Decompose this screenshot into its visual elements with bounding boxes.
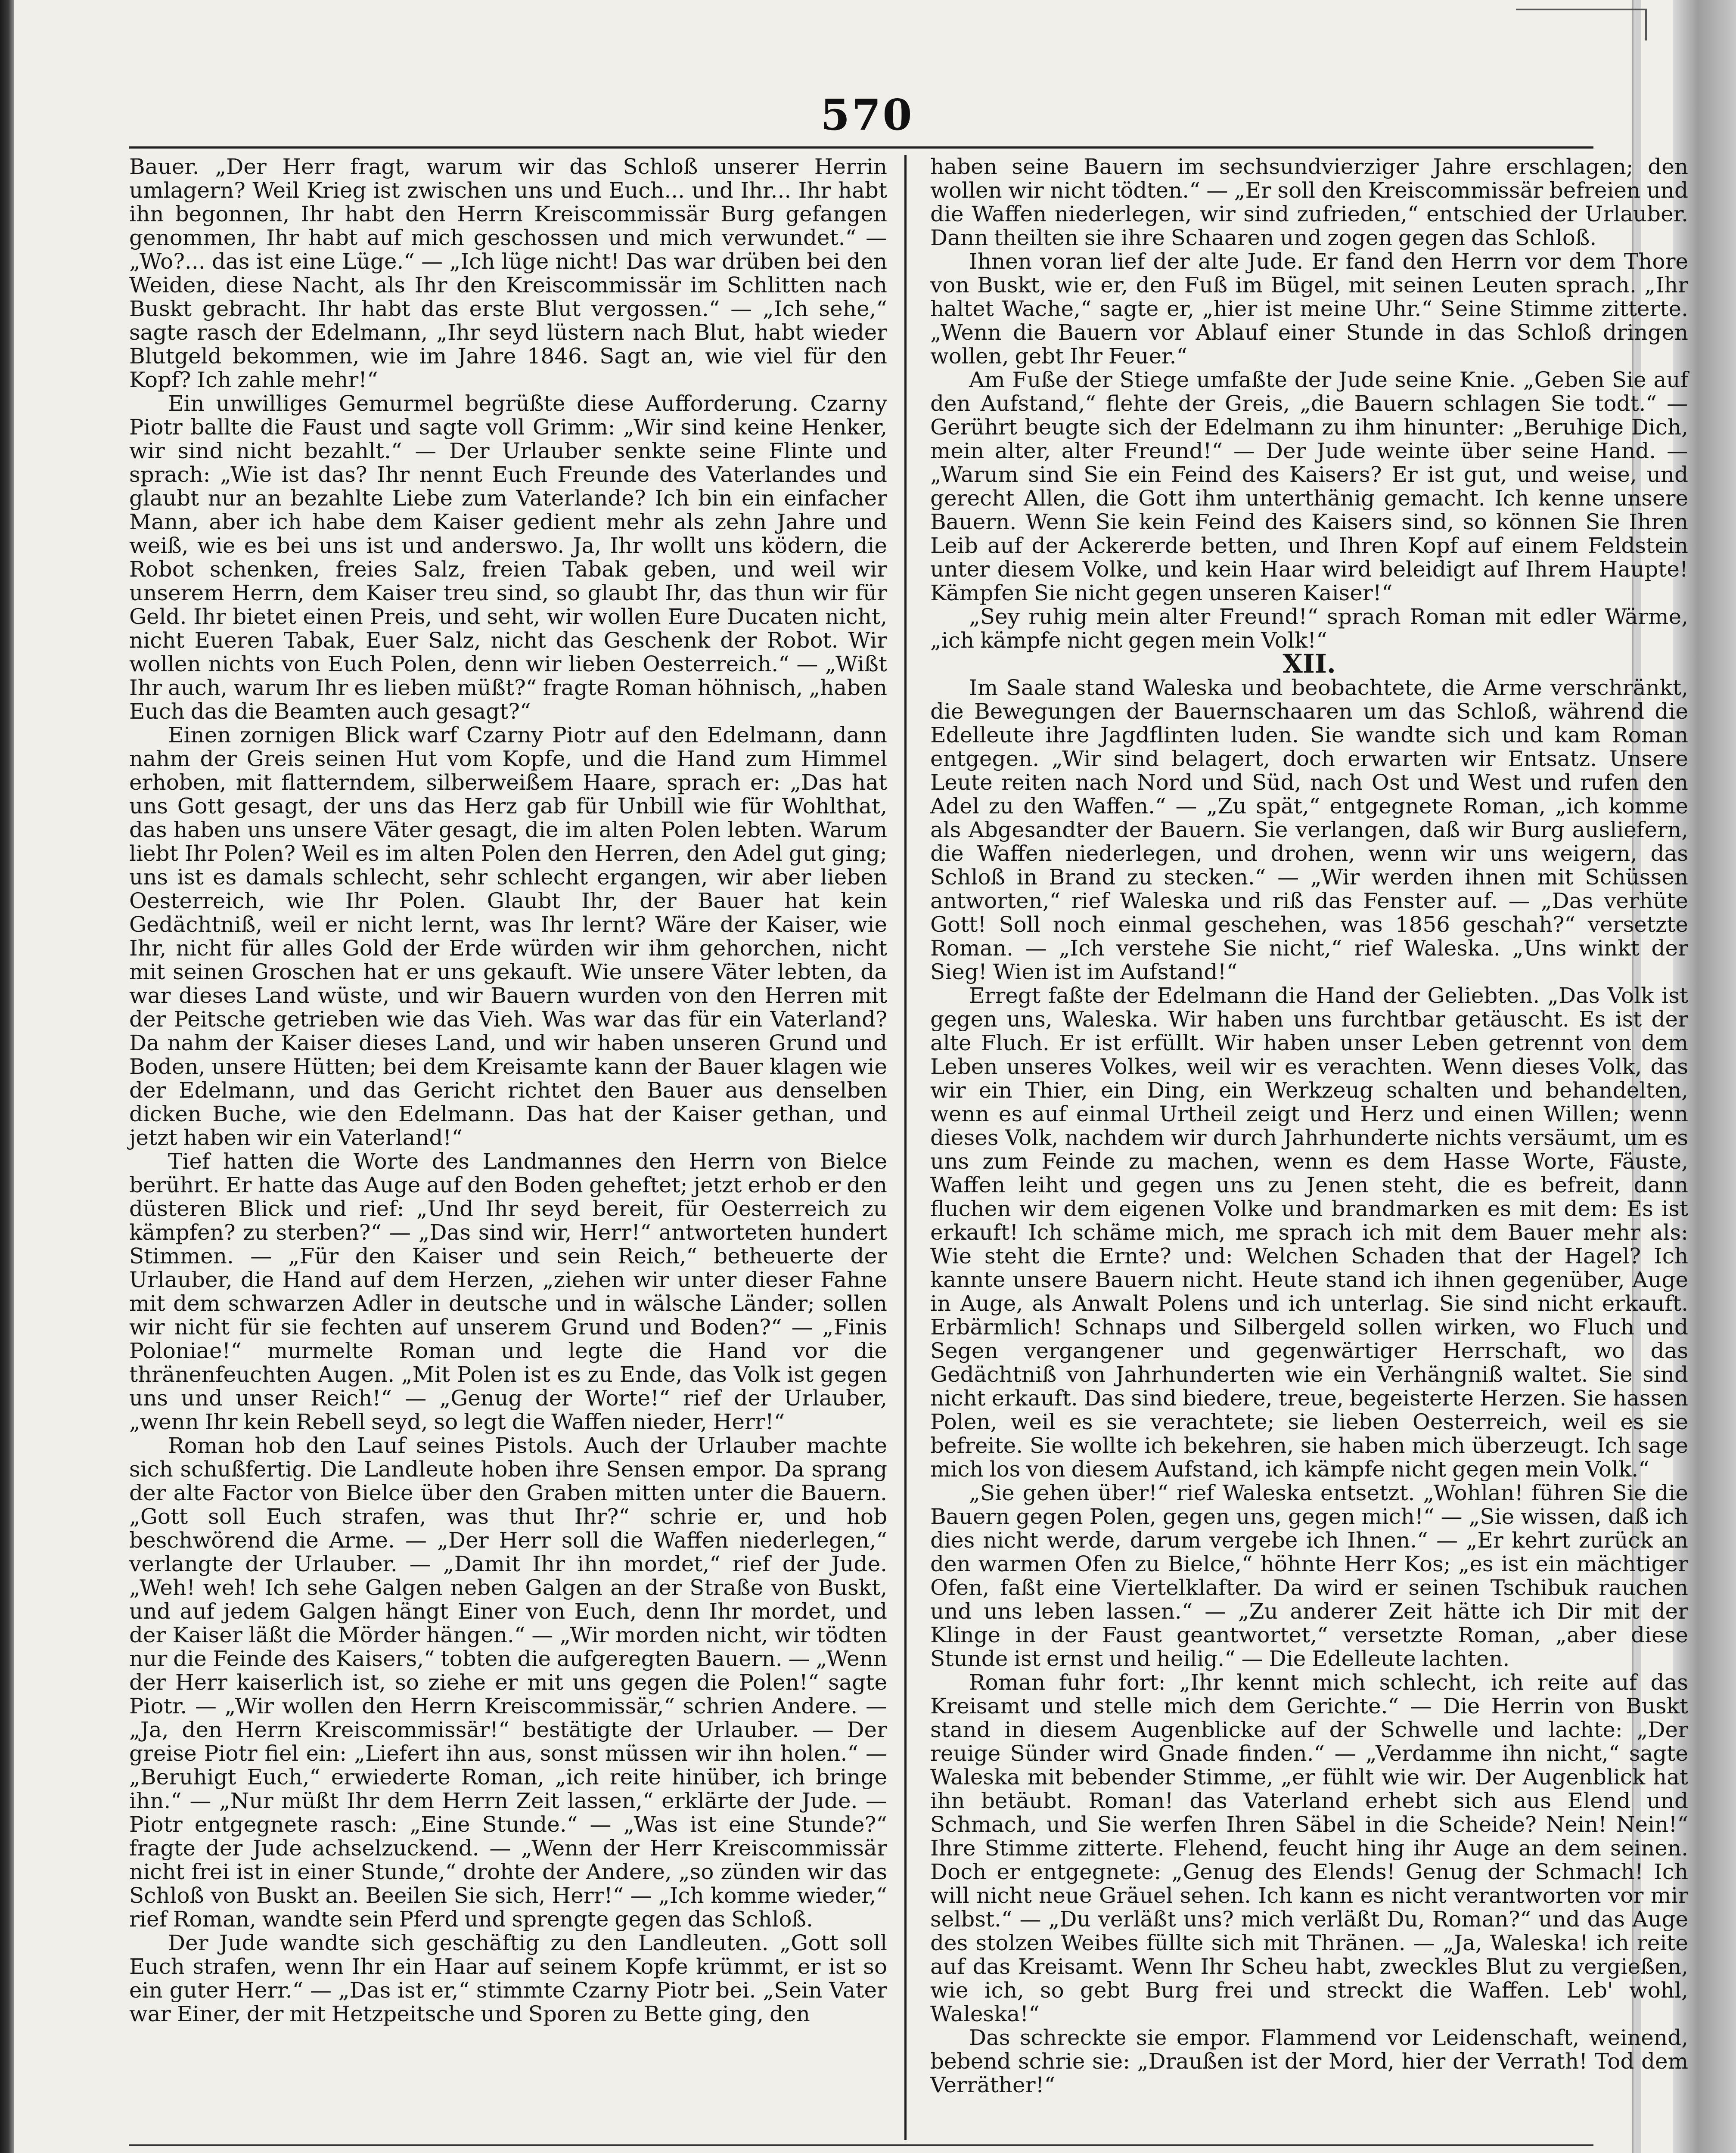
paragraph: haben seine Bauern im sechsundvierziger Jahre erschlagen; den wollen wir nicht tödten.“ — „Er soll den Kreiscommissär befreien und die Waffen niederlegen, wir sind zufrieden,“ entschied der Urlauber. Dann theilten sie ihre Schaaren und zogen gegen das Schloß. xyxy=(930,154,1688,250)
text-column-right xyxy=(930,155,1688,2097)
paragraph: Das schreckte sie empor. Flammend vor Leidenschaft, weinend, bebend schrie sie: „Draußen ist der Mord, hier der Verrath! Tod dem Verräther!“ xyxy=(930,2025,1688,2097)
paragraph: Der Jude wandte sich geschäftig zu den Landleuten. „Gott soll Euch strafen, wenn Ihr ein Haar auf seinem Kopfe krümmt, er ist so ein guter Herr.“ — „Das ist er,“ stimmte Czarny Piotr bei. „Sein Vater war Einer, der mit Hetzpeitsche und Sporen zu Bette ging, den xyxy=(129,1930,887,2026)
scan-edge-left xyxy=(0,0,14,2153)
paragraph: Erregt faßte der Edelmann die Hand der Geliebten. „Das Volk ist gegen uns, Waleska. Wir haben uns furchtbar getäuscht. Es ist der alte Fluch. Er ist erfüllt. Wir haben unser Leben getrennt von dem Leben unseres Volkes, weil wir es verachten. Wenn dieses Volk, das wir ein Thier, ein Ding, ein Werkzeug schalten und behandelten, wenn es auf einmal Urtheil zeigt und Herz und einen Willen; wenn dieses Volk, nachdem wir durch Jahrhunderte nichts versäumt, um es uns zum Feinde zu machen, wenn es dem Hasse Worte, Fäuste, Waffen leiht und gegen uns zu Jenen steht, die es befreit, dann fluchen wir dem eigenen Volke und brandmarken es mit dem: Es ist erkauft! Ich schäme mich, me sprach ich mit dem Bauer mehr als: Wie steht die Ernte? und: Welchen Schaden that der Hagel? Ich kannte unsere Bauern nicht. Heute stand ich ihnen gegenüber, Auge in Auge, als Anwalt Polens und ich unterlag. Sie sind nicht erkauft. Erbärmlich! Schnaps und Silbergeld sollen wirken, wo Fluch und Segen vergangener und gegenwärtiger Herrschaft, wo das Gedächtniß von Jahrhunderten wie ein Verhängniß waltet. Sie sind nicht erkauft. Das sind biedere, treue, begeisterte Herzen. Sie hassen Polen, weil es sie verachtete; sie lieben Oesterreich, weil es sie befreite. Sie wollte ich bekehren, sie haben mich überzeugt. Ich sage mich los von diesem Aufstand, ich kämpfe nicht gegen mein Volk.“ xyxy=(930,983,1688,1482)
paragraph: Bauer. „Der Herr fragt, warum wir das Schloß unserer Herrin umlagern? Weil Krieg ist zwischen uns und Euch... und Ihr... Ihr habt ihn begonnen, Ihr habt den Herrn Kreiscommissär Burg gefangen genommen, Ihr habt auf mich geschossen und mich verwundet.“ — „Wo?... das ist eine Lüge.“ — „Ich lüge nicht! Das war drüben bei den Weiden, diese Nacht, als Ihr den Kreiscommissär im Schlitten nach Buskt gebracht. Ihr habt das erste Blut vergossen.“ — „Ich sehe,“ sagte rasch der Edelmann, „Ihr seyd lüstern nach Blut, habt wieder Blutgeld bekommen, wie im Jahre 1846. Sagt an, wie viel für den Kopf? Ich zahle mehr!“ xyxy=(129,154,887,392)
paragraph: „Sey ruhig mein alter Freund!“ sprach Roman mit edler Wärme, „ich kämpfe nicht gegen mein Volk!“ xyxy=(930,604,1688,653)
header-rule xyxy=(129,146,1593,149)
paragraph: Ihnen voran lief der alte Jude. Er fand den Herrn vor dem Thore von Buskt, wie er, den Fuß im Bügel, mit seinen Leuten sprach. „Ihr haltet Wache,“ sagte er, „hier ist meine Uhr.“ Seine Stimme zitterte. „Wenn die Bauern vor Ablauf einer Stunde in das Schloß dringen wollen, gebt Ihr Feuer.“ xyxy=(930,249,1688,369)
paragraph: Tief hatten die Worte des Landmannes den Herrn von Bielce berührt. Er hatte das Auge auf den Boden geheftet; jetzt erhob er den düsteren Blick und rief: „Und Ihr seyd bereit, für Oesterreich zu kämpfen? zu sterben?“ — „Das sind wir, Herr!“ antworteten hundert Stimmen. — „Für den Kaiser und sein Reich,“ betheuerte der Urlauber, die Hand auf dem Herzen, „ziehen wir unter dieser Fahne mit dem schwarzen Adler in deutsche und in wälsche Länder; sollen wir nicht für sie fechten auf unserem Grund und Boden?“ — „Finis Poloniae!“ murmelte Roman und legte die Hand vor die thränenfeuchten Augen. „Mit Polen ist es zu Ende, das Volk ist gegen uns und unser Reich!“ — „Genug der Worte!“ rief der Urlauber, „wenn Ihr kein Rebell seyd, so legt die Waffen nieder, Herr!“ xyxy=(129,1149,887,1434)
text-column-left xyxy=(129,155,887,2026)
paragraph: „Sie gehen über!“ rief Waleska entsetzt. „Wohlan! führen Sie die Bauern gegen Polen, gegen uns, gegen mich!“ — „Sie wissen, daß ich dies nicht werde, darum vergebe ich Ihnen.“ — „Er kehrt zurück an den warmen Ofen zu Bielce,“ höhnte Herr Kos; „es ist ein mächtiger Ofen, faßt eine Viertelklafter. Da wird er seinen Tschibuk rauchen und uns leben lassen.“ — „Zu anderer Zeit hätte ich Dir mit der Klinge in der Faust geantwortet,“ versetzte Roman, „aber diese Stunde ist ernst und heilig.“ — Die Edelleute lachten. xyxy=(930,1480,1688,1671)
paragraph: Am Fuße der Stiege umfaßte der Jude seine Knie. „Geben Sie auf den Aufstand,“ flehte der Greis, „die Bauern schlagen Sie todt.“ — Gerührt beugte sich der Edelmann zu ihm hinunter: „Beruhige Dich, mein alter, alter Freund!“ — Der Jude weinte über seine Hand. — „Warum sind Sie ein Feind des Kaisers? Er ist gut, und weise, und gerecht Allen, die Gott ihm unterthänig gemacht. Ich kenne unsere Bauern. Wenn Sie kein Feind des Kaisers sind, so können Sie Ihren Leib auf der Ackererde betten, und Ihren Kopf auf einem Feldstein unter diesem Volke, und kein Haar wird beleidigt auf Ihrem Haupte! Kämpfen Sie nicht gegen unseren Kaiser!“ xyxy=(930,367,1688,605)
page-corner-mark xyxy=(1516,9,1647,40)
footer-rule xyxy=(129,2144,1593,2146)
section-heading: XII. xyxy=(1283,649,1336,679)
paragraph: Im Saale stand Waleska und beobachtete, die Arme verschränkt, die Bewegungen der Bauernschaaren um das Schloß, während die Edelleute ihre Jagdflinten luden. Sie wandte sich und kam Roman entgegen. „Wir sind belagert, doch erwarten wir Entsatz. Unsere Leute reiten nach Nord und Süd, nach Ost und West und rufen den Adel zu den Waffen.“ — „Zu spät,“ entgegnete Roman, „ich komme als Abgesandter der Bauern. Sie verlangen, daß wir Burg ausliefern, die Waffen niederlegen, und drohen, wenn wir uns weigern, das Schloß in Brand zu stecken.“ — „Wir werden ihnen mit Schüssen antworten,“ rief Waleska und riß das Fenster auf. — „Das verhüte Gott! Soll noch einmal geschehen, was 1856 geschah?“ versetzte Roman. — „Ich verstehe Sie nicht,“ rief Waleska. „Uns winkt der Sieg! Wien ist im Aufstand!“ xyxy=(930,675,1688,984)
column-divider xyxy=(904,155,907,2140)
paragraph: Roman hob den Lauf seines Pistols. Auch der Urlauber machte sich schußfertig. Die Landleute hoben ihre Sensen empor. Da sprang der alte Factor von Bielce über den Graben mitten unter die Bauern. „Gott soll Euch strafen, was thut Ihr?“ schrie er, und hob beschwörend die Arme. — „Der Herr soll die Waffen niederlegen,“ verlangte der Urlauber. — „Damit Ihr ihn mordet,“ rief der Jude. „Weh! weh! Ich sehe Galgen neben Galgen an der Straße von Buskt, und auf jedem Galgen hängt Einer von Euch, denn Ihr mordet, und der Kaiser läßt die Mörder hängen.“ — „Wir morden nicht, wir tödten nur die Feinde des Kaisers,“ tobten die aufgeregten Bauern. — „Wenn der Herr kaiserlich ist, so ziehe er mit uns gegen die Polen!“ sagte Piotr. — „Wir wollen den Herrn Kreiscommissär,“ schrien Andere. — „Ja, den Herrn Kreiscommissär!“ bestätigte der Urlauber. — Der greise Piotr fiel ein: „Liefert ihn aus, sonst müssen wir ihn holen.“ — „Beruhigt Euch,“ erwiederte Roman, „ich reite hinüber, ich bringe ihn.“ — „Nur müßt Ihr dem Herrn Zeit lassen,“ erklärte der Jude. — Piotr entgegnete rasch: „Eine Stunde.“ — „Was ist eine Stunde?“ fragte der Jude achselzuckend. — „Wenn der Herr Kreiscommissär nicht frei ist in einer Stunde,“ drohte der Andere, „so zünden wir das Schloß von Buskt an. Beeilen Sie sich, Herr!“ — „Ich komme wieder,“ rief Roman, wandte sein Pferd und sprengte gegen das Schloß. xyxy=(129,1433,887,1932)
paragraph: Einen zornigen Blick warf Czarny Piotr auf den Edelmann, dann nahm der Greis seinen Hut vom Kopfe, und die Hand zum Himmel erhoben, mit flatterndem, silberweißem Haare, sprach er: „Das hat uns Gott gesagt, der uns das Herz gab für Unbill wie für Wohlthat, das haben uns unsere Väter gesagt, die im alten Polen lebten. Warum liebt Ihr Polen? Weil es im alten Polen den Herren, den Adel gut ging; uns ist es damals schlecht, sehr schlecht ergangen, wir aber lieben Oesterreich, wie Ihr Polen. Glaubt Ihr, der Bauer hat kein Gedächtniß, weil er nicht lernt, was Ihr lernt? Wäre der Kaiser, wie Ihr, nicht für alles Gold der Erde würden wir ihm gehorchen, nicht mit seinen Groschen hat er uns gekauft. Wie unsere Väter lebten, da war dieses Land wüste, und wir Bauern wurden von den Herren mit der Peitsche getrieben wie das Vieh. Was war das für ein Vaterland? Da nahm der Kaiser dieses Land, und wir haben unseren Grund und Boden, unsere Hütten; bei dem Kreisamte kann der Bauer klagen wie der Edelmann, und das Gericht richtet den Bauer aus denselben dicken Buche, wie den Edelmann. Das hat der Kaiser gethan, und jetzt haben wir ein Vaterland!“ xyxy=(129,723,887,1150)
paragraph: Ein unwilliges Gemurmel begrüßte diese Aufforderung. Czarny Piotr ballte die Faust und sagte voll Grimm: „Wir sind keine Henker, wir sind nicht bezahlt.“ — Der Urlauber senkte seine Flinte und sprach: „Wie ist das? Ihr nennt Euch Freunde des Vaterlandes und glaubt nur an bezahlte Liebe zum Vaterlande? Ich bin ein einfacher Mann, aber ich habe dem Kaiser gedient mehr als zehn Jahre und weiß, wie es bei uns ist und anderswo. Ja, Ihr wollt uns ködern, die Robot schenken, freies Salz, freien Tabak geben, und weil wir unserem Herrn, dem Kaiser treu sind, so glaubt Ihr, das thun wir für Geld. Ihr bietet einen Preis, und seht, wir wollen Eure Ducaten nicht, nicht Eueren Tabak, Euer Salz, nicht das Geschenk der Robot. Wir wollen nichts von Euch Polen, denn wir lieben Oesterreich.“ — „Wißt Ihr auch, warum Ihr es lieben müßt?“ fragte Roman höhnisch, „haben Euch das die Beamten auch gesagt?“ xyxy=(129,391,887,724)
paragraph: Roman fuhr fort: „Ihr kennt mich schlecht, ich reite auf das Kreisamt und stelle mich dem Gerichte.“ — Die Herrin von Buskt stand in diesem Augenblicke auf der Schwelle und lachte: „Der reuige Sünder wird Gnade finden.“ — „Verdamme ihn nicht,“ sagte Waleska mit bebender Stimme, „er fühlt wie wir. Der Augenblick hat ihn betäubt. Roman! das Vaterland erhebt sich aus Elend und Schmach, und Sie werfen Ihren Säbel in die Scheide? Nein! Nein!“ Ihre Stimme zitterte. Flehend, feucht hing ihr Auge an dem seinen. Doch er entgegnete: „Genug des Elends! Genug der Schmach! Ich will nicht neue Gräuel sehen. Ich kann es nicht verantworten vor mir selbst.“ — „Du verläßt uns? mich verläßt Du, Roman?“ und das Auge des stolzen Weibes füllte sich mit Thränen. — „Ja, Waleska! ich reite auf das Kreisamt. Wenn Ihr Scheu habt, zweckles Blut zu vergießen, wie ich, so gebt Burg frei und streckt die Waffen. Leb' wohl, Waleska!“ xyxy=(930,1670,1688,2026)
page-number: 570 xyxy=(820,90,914,140)
